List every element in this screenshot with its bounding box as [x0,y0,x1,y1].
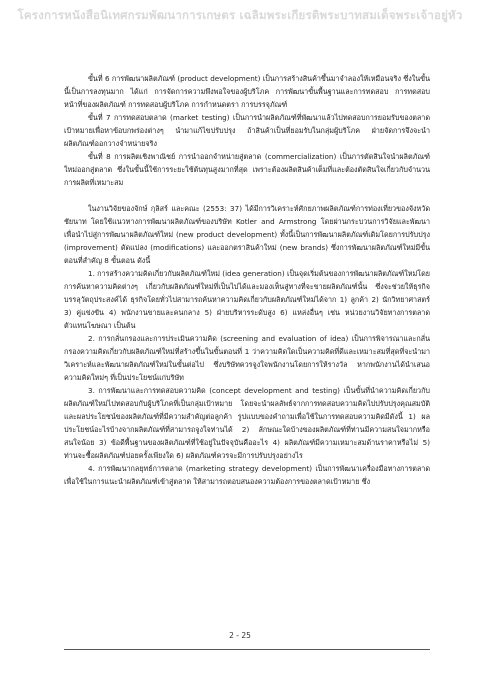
paragraph-item-1-idea-generation: 1. การสร้างความคิดเกี่ยวกับผลิตภัณฑ์ใหม่ (idea generation) เป็นจุดเริ่มต้นของการพัฒนาผลิตภัณฑ์ใหม่โดยการค้นหาความคิดต่างๆ เกี่ยวกับผลิตภัณฑ์ใหม่ที่เป็นไปได้และมองเห็นสู่ทางที่จะขายผลิตภัณฑ์นั้น ซึ่งจะช่วยให้ธุรกิจบรรลุวัตถุประสงค์ได้ ธุรกิจโดยทั่วไปสามารถค้นหาความคิดเกี่ยวกับผลิตภัณฑ์ใหม่ได้จาก 1) ลูกค้า 2) นักวิทยาศาสตร์ 3) คู่แข่งขัน 4) พนักงานขายและคนกลาง 5) ฝ่ายบริหารระดับสูง 6) แหล่งอื่นๆ เช่น หน่วยงานวิจัยทางการตลาด ตัวแทนโฆษณา เป็นต้น [64,269,430,330]
paragraph-step-8: ขั้นที่ 8 การผลิตเชิงพาณิชย์ การนำออกจำหน่ายสู่ตลาด (commercialization) เป็นการตัดสินใจนำผลิตภัณฑ์ใหม่ออกสู่ตลาด ซึ่งในขั้นนี้ใช้การระยะใช้ต้นทุนสูงมากที่สุด เพราะต้องผลิตสินค้าเต็มที่และต้องตัดสินใจเกี่ยวกับจำนวนการผลิตที่เหมาะสม [64,152,430,187]
paragraph-item-3-concept-testing: 3. การพัฒนาและการทดสอบความคิด (concept development and testing) เป็นขั้นที่นำความคิดเกี่ยวกับผลิตภัณฑ์ใหม่ไปทดสอบกับผู้บริโภคที่เป็นกลุ่มเป้าหมาย โดยจะนำผลลัพธ์จากการทดสอบความคิดไปปรับปรุงคุณสมบัติและผลประโยชน์ของผลิตภัณฑ์ที่มีความสำคัญต่อลูกค้า รูปแบบของคำถามเพื่อใช้ในการทดสอบความคิดมีดังนี้ 1) ผลประโยชน์อะไรบ้างจากผลิตภัณฑ์ที่สามารถจูงใจท่านได้ 2) ลักษณะใดบ้างของผลิตภัณฑ์ที่ท่านมีความสนใจมากหรือสนใจน้อย 3) ข้อดีพื้นฐานของผลิตภัณฑ์ที่ใช้อยู่ในปัจจุบันคืออะไร 4) ผลิตภัณฑ์มีความเหมาะสมด้านราคาหรือไม่ 5) ท่านจะซื้อผลิตภัณฑ์บ่อยครั้งเพียงใด 6) ผลิตภัณฑ์ควรจะมีการปรับปรุงอย่างไร [64,386,430,460]
paragraph-step-7: ขั้นที่ 7 การทดสอบตลาด (market testing) เป็นการนำผลิตภัณฑ์ที่พัฒนาแล้วไปทดสอบการยอมรับของตลาดเป้าหมายเพื่อหาข้อบกพร่องต่างๆ นำมาแก้ไขปรับปรุง ถ้าสินค้าเป็นที่ยอมรับในกลุ่มผู้บริโภค ฝ่ายจัดการจึงจะนำผลิตภัณฑ์ออกวางจำหน่ายจริง [64,113,430,148]
paragraph-item-4-marketing-strategy: 4. การพัฒนากลยุทธ์การตลาด (marketing strategy development) เป็นการพัฒนาเครื่องมือทางการตลาดเพื่อใช้ในการแนะนำผลิตภัณฑ์เข้าสู่ตลาด ให้สามารถตอบสนองความต้องการของตลาดเป้าหมาย ซึ่ง [64,464,430,486]
running-header: โครงการหนังสือนิเทศกรมพัฒนาการเกษตร เฉลิมพระเกียรติพระบาทสมเด็จพระเจ้าอยู่หัว [17,8,463,22]
paragraph-step-6: ขั้นที่ 6 การพัฒนาผลิตภัณฑ์ (product development) เป็นการสร้างสินค้าขึ้นมาจำลองให้เหมือนจริง ซึ่งในขั้นนี้เป็นการลงทุนมาก ได้แก่ การจัดการความพึงพอใจของผู้บริโภค การพัฒนาขั้นพื้นฐานและการทดสอบ การทดสอบหน้าที่ของผลิตภัณฑ์ การทดสอบผู้บริโภค การกำหนดตรา การบรรจุภัณฑ์ [64,74,430,109]
footer-rule [64,649,430,650]
paragraph-item-2-screening: 2. การกลั่นกรองและการประเมินความคิด (screening and evaluation of idea) เป็นการพิจารณาและกลั่นกรองความคิดเกี่ยวกับผลิตภัณฑ์ใหม่ที่สร้างขึ้นในขั้นตอนที่ 1 ว่าความคิดใดเป็นความคิดที่ดีและเหมาะสมที่สุดที่จะนำมาวิเคราะห์และพัฒนาผลิตภัณฑ์ใหม่ในขั้นต่อไป ซึ่งบริษัทควรจูงใจพนักงานโดยการให้รางวัล หากพนักงานได้นำเสนอความคิดใหม่ๆ ที่เป็นประโยชน์แก่บริษัท [64,334,430,382]
page-body [64,72,430,488]
page-number: 2 - 25 [229,631,251,640]
paragraph-research-intro: ในงานวิจัยของจักษ์ กุลิสร์ และคณะ (2553: 37) ได้มีการวิเคราะห์ศักยภาพผลิตภัณฑ์การท่องเที่ยวของจังหวัดชัยนาท โดยใช้แนวทางการพัฒนาผลิตภัณฑ์ของบริษัท Kotler and Armstrong โดยผ่านกระบวนการวิจัยและพัฒนา เพื่อนำไปสู่การพัฒนาผลิตภัณฑ์ใหม่ (new product development) ทั้งนี้เป็นการพัฒนาผลิตภัณฑ์เดิมโดยการปรับปรุง (improvement) ดัดแปลง (modifications) และออกตราสินค้าใหม่ (new brands) ซึ่งการพัฒนาผลิตภัณฑ์ใหม่มีขั้นตอนที่สำคัญ 8 ขั้นตอน ดังนี้ [64,204,430,265]
